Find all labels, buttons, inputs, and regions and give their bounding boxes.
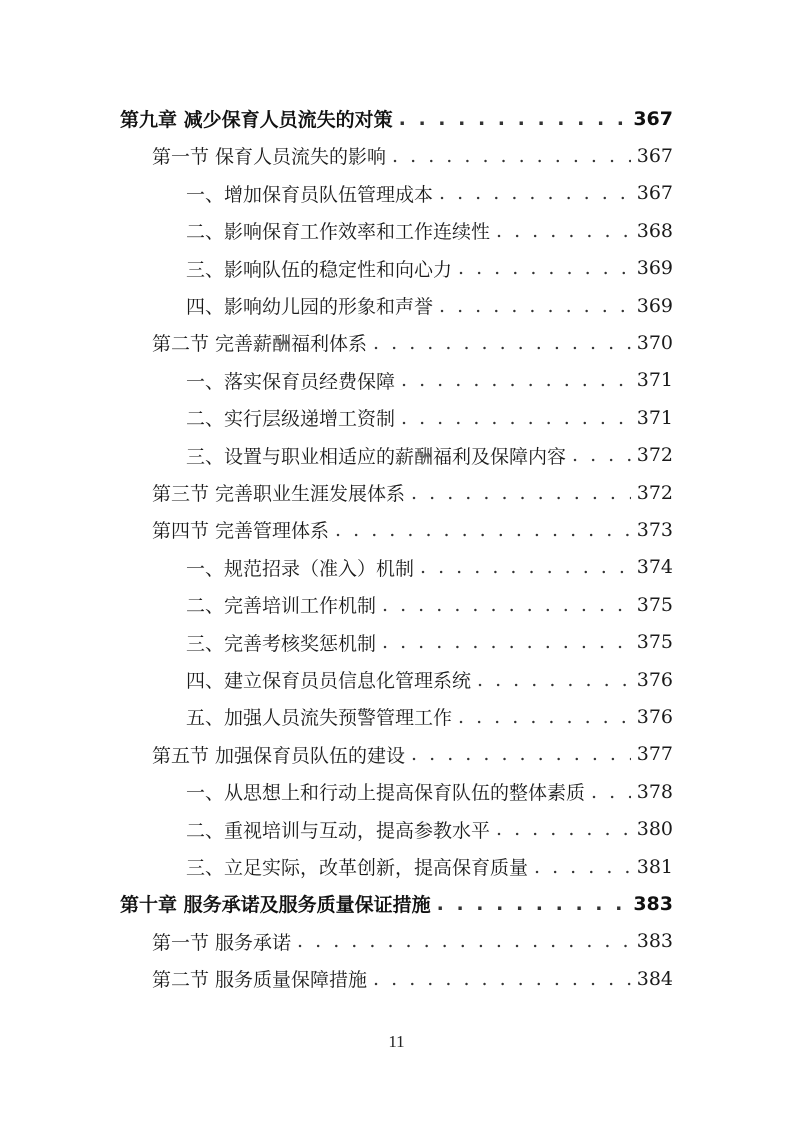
toc-section-entry[interactable]	[152, 324, 673, 361]
toc-subsection-entry[interactable]	[186, 698, 673, 735]
toc-entry-title: 第四节 完善管理体系	[152, 520, 330, 543]
dot-leader	[297, 930, 631, 952]
toc-entry-page-number: 371	[636, 369, 673, 392]
toc-entry-title: 三、设置与职业相适应的薪酬福利及保障内容	[186, 445, 567, 468]
toc-entry-page-number: 368	[636, 219, 673, 242]
toc-entry-title: 第一节 服务承诺	[152, 931, 292, 954]
toc-entry-page-number: 375	[636, 593, 673, 616]
toc-chapter-entry[interactable]	[120, 885, 673, 922]
dot-leader	[373, 968, 631, 990]
toc-subsection-entry[interactable]	[186, 250, 673, 287]
toc-entry-title: 四、建立保育员员信息化管理系统	[186, 670, 472, 692]
dot-leader	[335, 519, 631, 541]
toc-subsection-entry[interactable]	[186, 848, 673, 885]
toc-subsection-entry[interactable]	[186, 661, 673, 698]
toc-subsection-entry[interactable]	[186, 624, 673, 661]
dot-leader	[496, 818, 631, 840]
dot-leader	[382, 631, 631, 653]
toc-entry-page-number: 374	[636, 556, 673, 579]
toc-subsection-entry[interactable]	[186, 175, 673, 212]
toc-entry-title: 第一节 保育人员流失的影响	[152, 146, 387, 169]
dot-leader	[496, 220, 631, 242]
toc-entry-page-number: 367	[636, 182, 673, 205]
toc-entry-title: 一、从思想上和行动上提高保育队伍的整体素质	[186, 782, 586, 805]
toc-subsection-entry[interactable]	[186, 811, 673, 848]
toc-entry-page-number: 383	[633, 892, 673, 915]
dot-leader	[534, 856, 631, 878]
dot-leader	[572, 444, 631, 466]
dot-leader	[439, 182, 631, 204]
dot-leader	[392, 145, 631, 167]
dot-leader	[591, 781, 631, 803]
toc-chapter-entry[interactable]	[120, 100, 673, 137]
dot-leader	[458, 706, 631, 728]
toc-entry-page-number: 372	[636, 481, 673, 504]
toc-entry-title: 一、规范招录（准入）机制	[186, 557, 415, 580]
toc-entry-title: 第九章 减少保育人员流失的对策	[120, 109, 393, 131]
toc-entry-title: 二、影响保育工作效率和工作连续性	[186, 221, 491, 244]
toc-entry-page-number: 367	[633, 107, 673, 130]
toc-section-entry[interactable]	[152, 474, 673, 511]
dot-leader	[458, 257, 631, 279]
toc-entry-title: 三、影响队伍的稳定性和向心力	[186, 258, 453, 281]
toc-entry-page-number: 376	[636, 668, 673, 691]
toc-entry-title: 二、实行层级递增工资制	[186, 408, 396, 431]
toc-entry-title: 二、完善培训工作机制	[186, 595, 377, 618]
toc-entry-title: 五、加强人员流失预警管理工作	[186, 707, 453, 730]
toc-entry-page-number: 370	[636, 331, 673, 354]
dot-leader	[411, 743, 631, 765]
dot-leader	[439, 295, 631, 317]
toc-entry-title: 第二节 完善薪酬福利体系	[152, 333, 368, 356]
toc-entry-page-number: 377	[636, 743, 673, 766]
toc-section-entry[interactable]	[152, 137, 673, 174]
toc-section-entry[interactable]	[152, 960, 673, 997]
dot-leader	[437, 893, 628, 915]
toc-subsection-entry[interactable]	[186, 773, 673, 810]
toc-subsection-entry[interactable]	[186, 437, 673, 474]
toc-entry-page-number: 369	[636, 294, 673, 317]
toc-subsection-entry[interactable]	[186, 362, 673, 399]
toc-entry-page-number: 375	[636, 631, 673, 654]
toc-entry-title: 三、完善考核奖惩机制	[186, 632, 377, 655]
dot-leader	[477, 669, 631, 691]
toc-subsection-entry[interactable]	[186, 287, 673, 324]
dot-leader	[411, 482, 631, 504]
dot-leader	[399, 108, 628, 130]
toc-entry-title: 第三节 完善职业生涯发展体系	[152, 483, 406, 505]
toc-entry-page-number: 376	[636, 705, 673, 728]
dot-leader	[420, 556, 631, 578]
dot-leader	[401, 407, 631, 429]
toc-subsection-entry[interactable]	[186, 212, 673, 249]
toc-entry-title: 第五节 加强保育员队伍的建设	[152, 744, 406, 767]
toc-entry-title: 二、重视培训与互动，提高参教水平	[186, 819, 491, 842]
toc-section-entry[interactable]	[152, 923, 673, 960]
toc-entry-page-number: 372	[636, 444, 673, 467]
toc-entry-title: 第二节 服务质量保障措施	[152, 969, 368, 992]
toc-entry-title: 三、立足实际，改革创新，提高保育质量	[186, 857, 529, 879]
dot-leader	[401, 369, 631, 391]
toc-entry-title: 四、影响幼儿园的形象和声誉	[186, 296, 434, 318]
toc-entry-page-number: 371	[636, 406, 673, 429]
toc-entry-page-number: 380	[636, 818, 673, 841]
toc-entry-page-number: 383	[636, 930, 673, 953]
toc-entry-title: 一、落实保育员经费保障	[186, 370, 396, 393]
dot-leader	[373, 332, 631, 354]
dot-leader	[382, 594, 631, 616]
toc-entry-page-number: 381	[636, 855, 673, 878]
toc-entry-page-number: 369	[636, 257, 673, 280]
toc-entry-page-number: 378	[636, 780, 673, 803]
toc-entry-page-number: 367	[636, 144, 673, 167]
toc-section-entry[interactable]	[152, 736, 673, 773]
toc-section-entry[interactable]	[152, 511, 673, 548]
toc-entry-page-number: 373	[636, 518, 673, 541]
toc-subsection-entry[interactable]	[186, 399, 673, 436]
toc-entry-page-number: 384	[636, 967, 673, 990]
page-number: 11	[388, 1032, 405, 1051]
toc-subsection-entry[interactable]	[186, 549, 673, 586]
toc-entry-title: 第十章 服务承诺及服务质量保证措施	[120, 894, 431, 917]
toc-subsection-entry[interactable]	[186, 586, 673, 623]
toc-entry-title: 一、增加保育员队伍管理成本	[186, 183, 434, 206]
